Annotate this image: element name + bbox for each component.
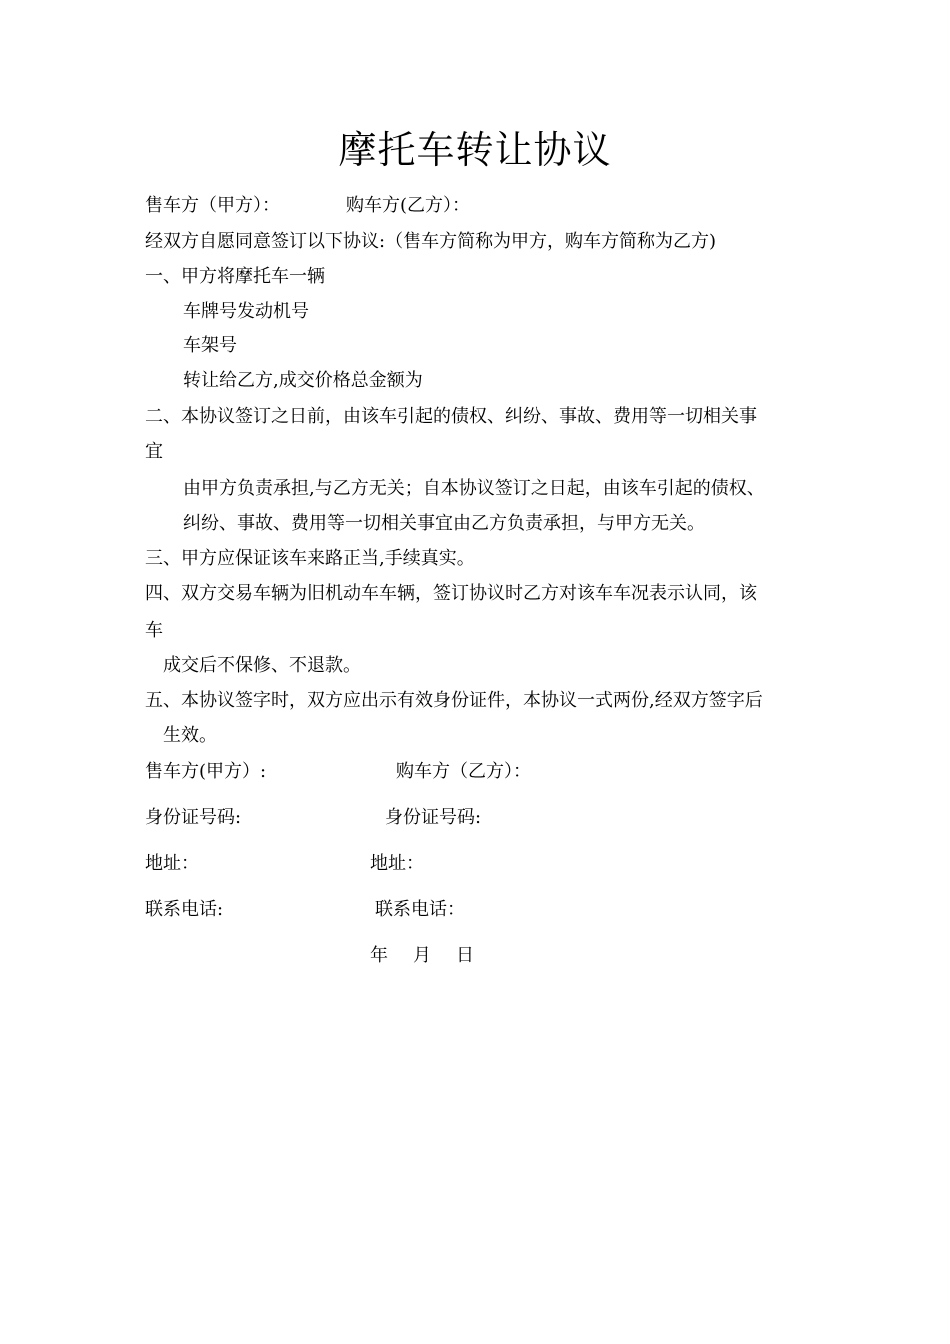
date-month: 月 — [413, 945, 431, 966]
intro-text: 经双方自愿同意签订以下协议:（售车方简称为甲方，购车方简称为乙方) — [145, 231, 717, 252]
clause5-line1: 五、本协议签字时，双方应出示有效身份证件，本协议一式两份,经双方签字后 — [145, 690, 763, 711]
seller-address-label: 地址： — [145, 853, 199, 874]
clause5-line2: 生效。 — [163, 725, 217, 746]
clause2-line1: 二、本协议签订之日前，由该车引起的债权、纠纷、事故、费用等一切相关事 — [145, 406, 757, 427]
seller-phone-label: 联系电话: — [145, 899, 224, 920]
signature-buyer-label: 购车方（乙方）： — [396, 761, 531, 782]
clause1-frame: 车架号 — [183, 335, 237, 356]
date-year: 年 — [370, 945, 388, 966]
signature-seller-label: 售车方(甲方）: — [145, 761, 267, 782]
clause1-price: 转让给乙方,成交价格总金额为 — [183, 370, 423, 391]
document-title: 摩托车转让协议 — [338, 128, 612, 172]
clause4-line1: 四、双方交易车辆为旧机动车车辆，签订协议时乙方对该车车况表示认同，该 — [145, 583, 757, 604]
clause2-line4: 纠纷、事故、费用等一切相关事宜由乙方负责承担，与甲方无关。 — [183, 513, 705, 534]
buyer-phone-label: 联系电话： — [375, 899, 465, 920]
clause3-text: 三、甲方应保证该车来路正当,手续真实。 — [145, 548, 475, 569]
date-day: 日 — [456, 945, 474, 966]
buyer-address-label: 地址： — [370, 853, 424, 874]
seller-id-label: 身份证号码: — [145, 807, 242, 828]
clause2-line2: 宜 — [145, 441, 163, 462]
parties-seller-label: 售车方（甲方）： — [145, 195, 280, 216]
clause1-plate-engine: 车牌号发动机号 — [183, 301, 309, 322]
clause2-line3: 由甲方负责承担,与乙方无关；自本协议签订之日起，由该车引起的债权、 — [183, 478, 765, 499]
parties-buyer-label: 购车方(乙方）： — [346, 195, 471, 216]
clause4-line2: 车 — [145, 620, 163, 641]
clause1-heading: 一、甲方将摩托车一辆 — [145, 266, 325, 287]
buyer-id-label: 身份证号码: — [385, 807, 482, 828]
clause4-line3: 成交后不保修、不退款。 — [163, 655, 361, 676]
